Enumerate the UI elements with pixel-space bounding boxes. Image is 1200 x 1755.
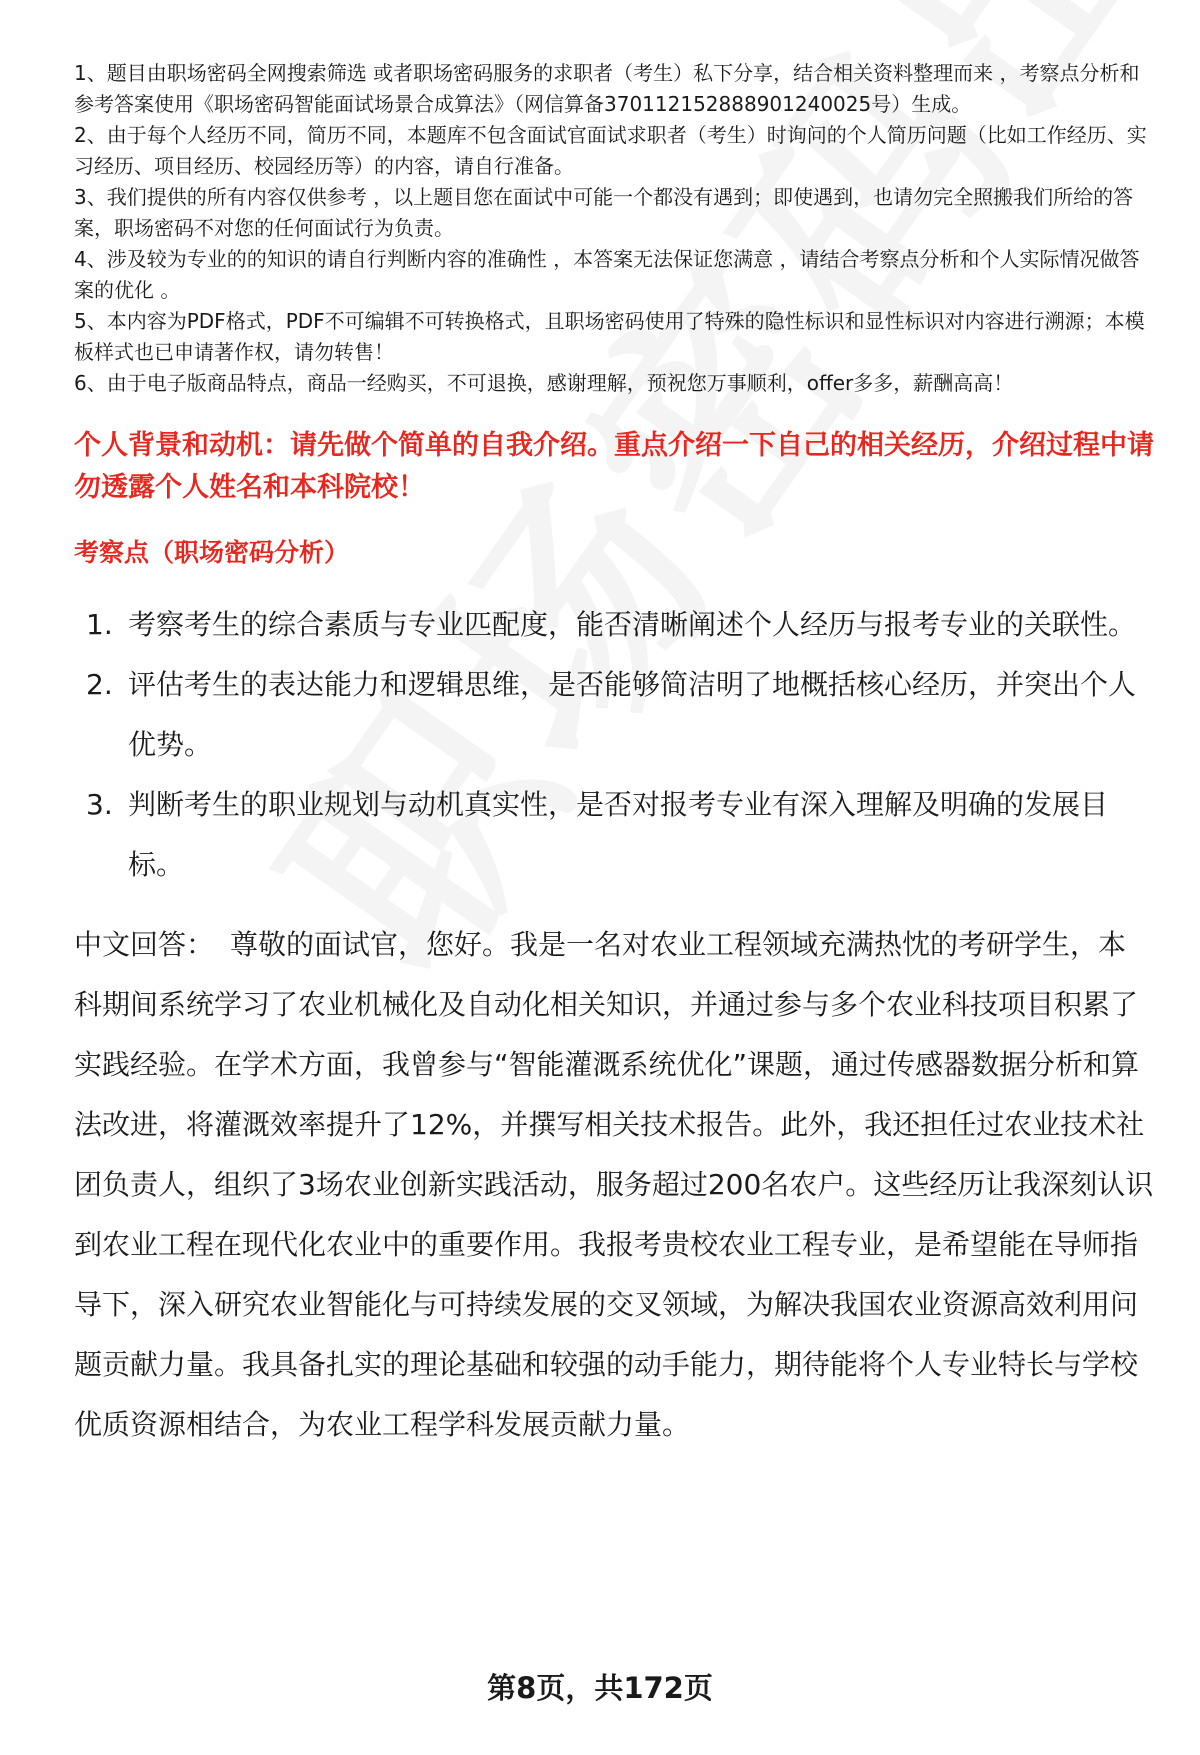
answer-label: 中文回答： <box>74 928 215 961</box>
note-item: 1、题目由职场密码全网搜索筛选 或者职场密码服务的求职者（考生）私下分享，结合相关资料整理而来 ，考察点分析和参考答案使用《职场密码智能面试场景合成算法》（网信算备370112152888901240025号）生成。 <box>74 61 1140 116</box>
note-item: 2、由于每个人经历不同，简历不同，本题库不包含面试官面试求职者（考生）时询问的个人简历问题（比如工作经历、实习经历、项目经历、校园经历等）的内容，请自行准备。 <box>74 123 1147 178</box>
note-item: 3、我们提供的所有内容仅供参考 ，以上题目您在面试中可能一个都没有遇到；即使遇到，也请勿完全照搬我们所给的答案，职场密码不对您的任何面试行为负责。 <box>74 185 1134 240</box>
analysis-point <box>74 595 1154 655</box>
analysis-point <box>74 655 1154 775</box>
page-content <box>74 58 1154 1455</box>
note-item: 4、涉及较为专业的的知识的请自行判断内容的准确性 ，本答案无法保证您满意 ，请结合考察点分析和个人实际情况做答案的优化 。 <box>74 247 1140 302</box>
note-item: 6、由于电子版商品特点，商品一经购买，不可退换，感谢理解，预祝您万事顺利，offer多多，薪酬高高！ <box>74 371 1014 395</box>
analysis-points <box>74 595 1154 895</box>
point-number: 2. <box>86 668 113 701</box>
analysis-title: 考察点（职场密码分析） <box>74 538 350 567</box>
point-number: 3. <box>86 788 113 821</box>
point-text: 评估考生的表达能力和逻辑思维，是否能够简洁明了地概括核心经历，并突出个人优势。 <box>128 668 1137 761</box>
analysis-point <box>74 775 1154 895</box>
question-heading: 个人背景和动机：请先做个简单的自我介绍。重点介绍一下自己的相关经历，介绍过程中请勿透露个人姓名和本科院校！ <box>74 430 1154 503</box>
notes-section <box>74 58 1154 399</box>
answer-paragraph <box>74 915 1154 1455</box>
point-number: 1. <box>86 608 113 641</box>
page-footer: 第8页，共172页 <box>487 1671 713 1705</box>
answer-text: 尊敬的面试官，您好。我是一名对农业工程领域充满热忱的考研学生，本科期间系统学习了农业机械化及自动化相关知识，并通过参与多个农业科技项目积累了实践经验。在学术方面，我曾参与“智能灌溉系统优化”课题，通过传感器数据分析和算法改进，将灌溉效率提升了12%，并撰写相关技术报告。此外，我还担任过农业技术社团负责人，组织了3场农业创新实践活动，服务超过200名农户。这些经历让我深刻认识到农业工程在现代化农业中的重要作用。我报考贵校农业工程专业，是希望能在导师指导下，深入研究农业智能化与可持续发展的交叉领域，为解决我国农业资源高效利用问题贡献力量。我具备扎实的理论基础和较强的动手能力，期待能将个人专业特长与学校优质资源相结合，为农业工程学科发展贡献力量。 <box>74 928 1154 1441</box>
note-item: 5、本内容为PDF格式，PDF不可编辑不可转换格式，且职场密码使用了特殊的隐性标识和显性标识对内容进行溯源；本模板样式也已申请著作权，请勿转售！ <box>74 309 1145 364</box>
point-text: 判断考生的职业规划与动机真实性，是否对报考专业有深入理解及明确的发展目标。 <box>128 788 1109 881</box>
point-text: 考察考生的综合素质与专业匹配度，能否清晰阐述个人经历与报考专业的关联性。 <box>128 608 1137 641</box>
